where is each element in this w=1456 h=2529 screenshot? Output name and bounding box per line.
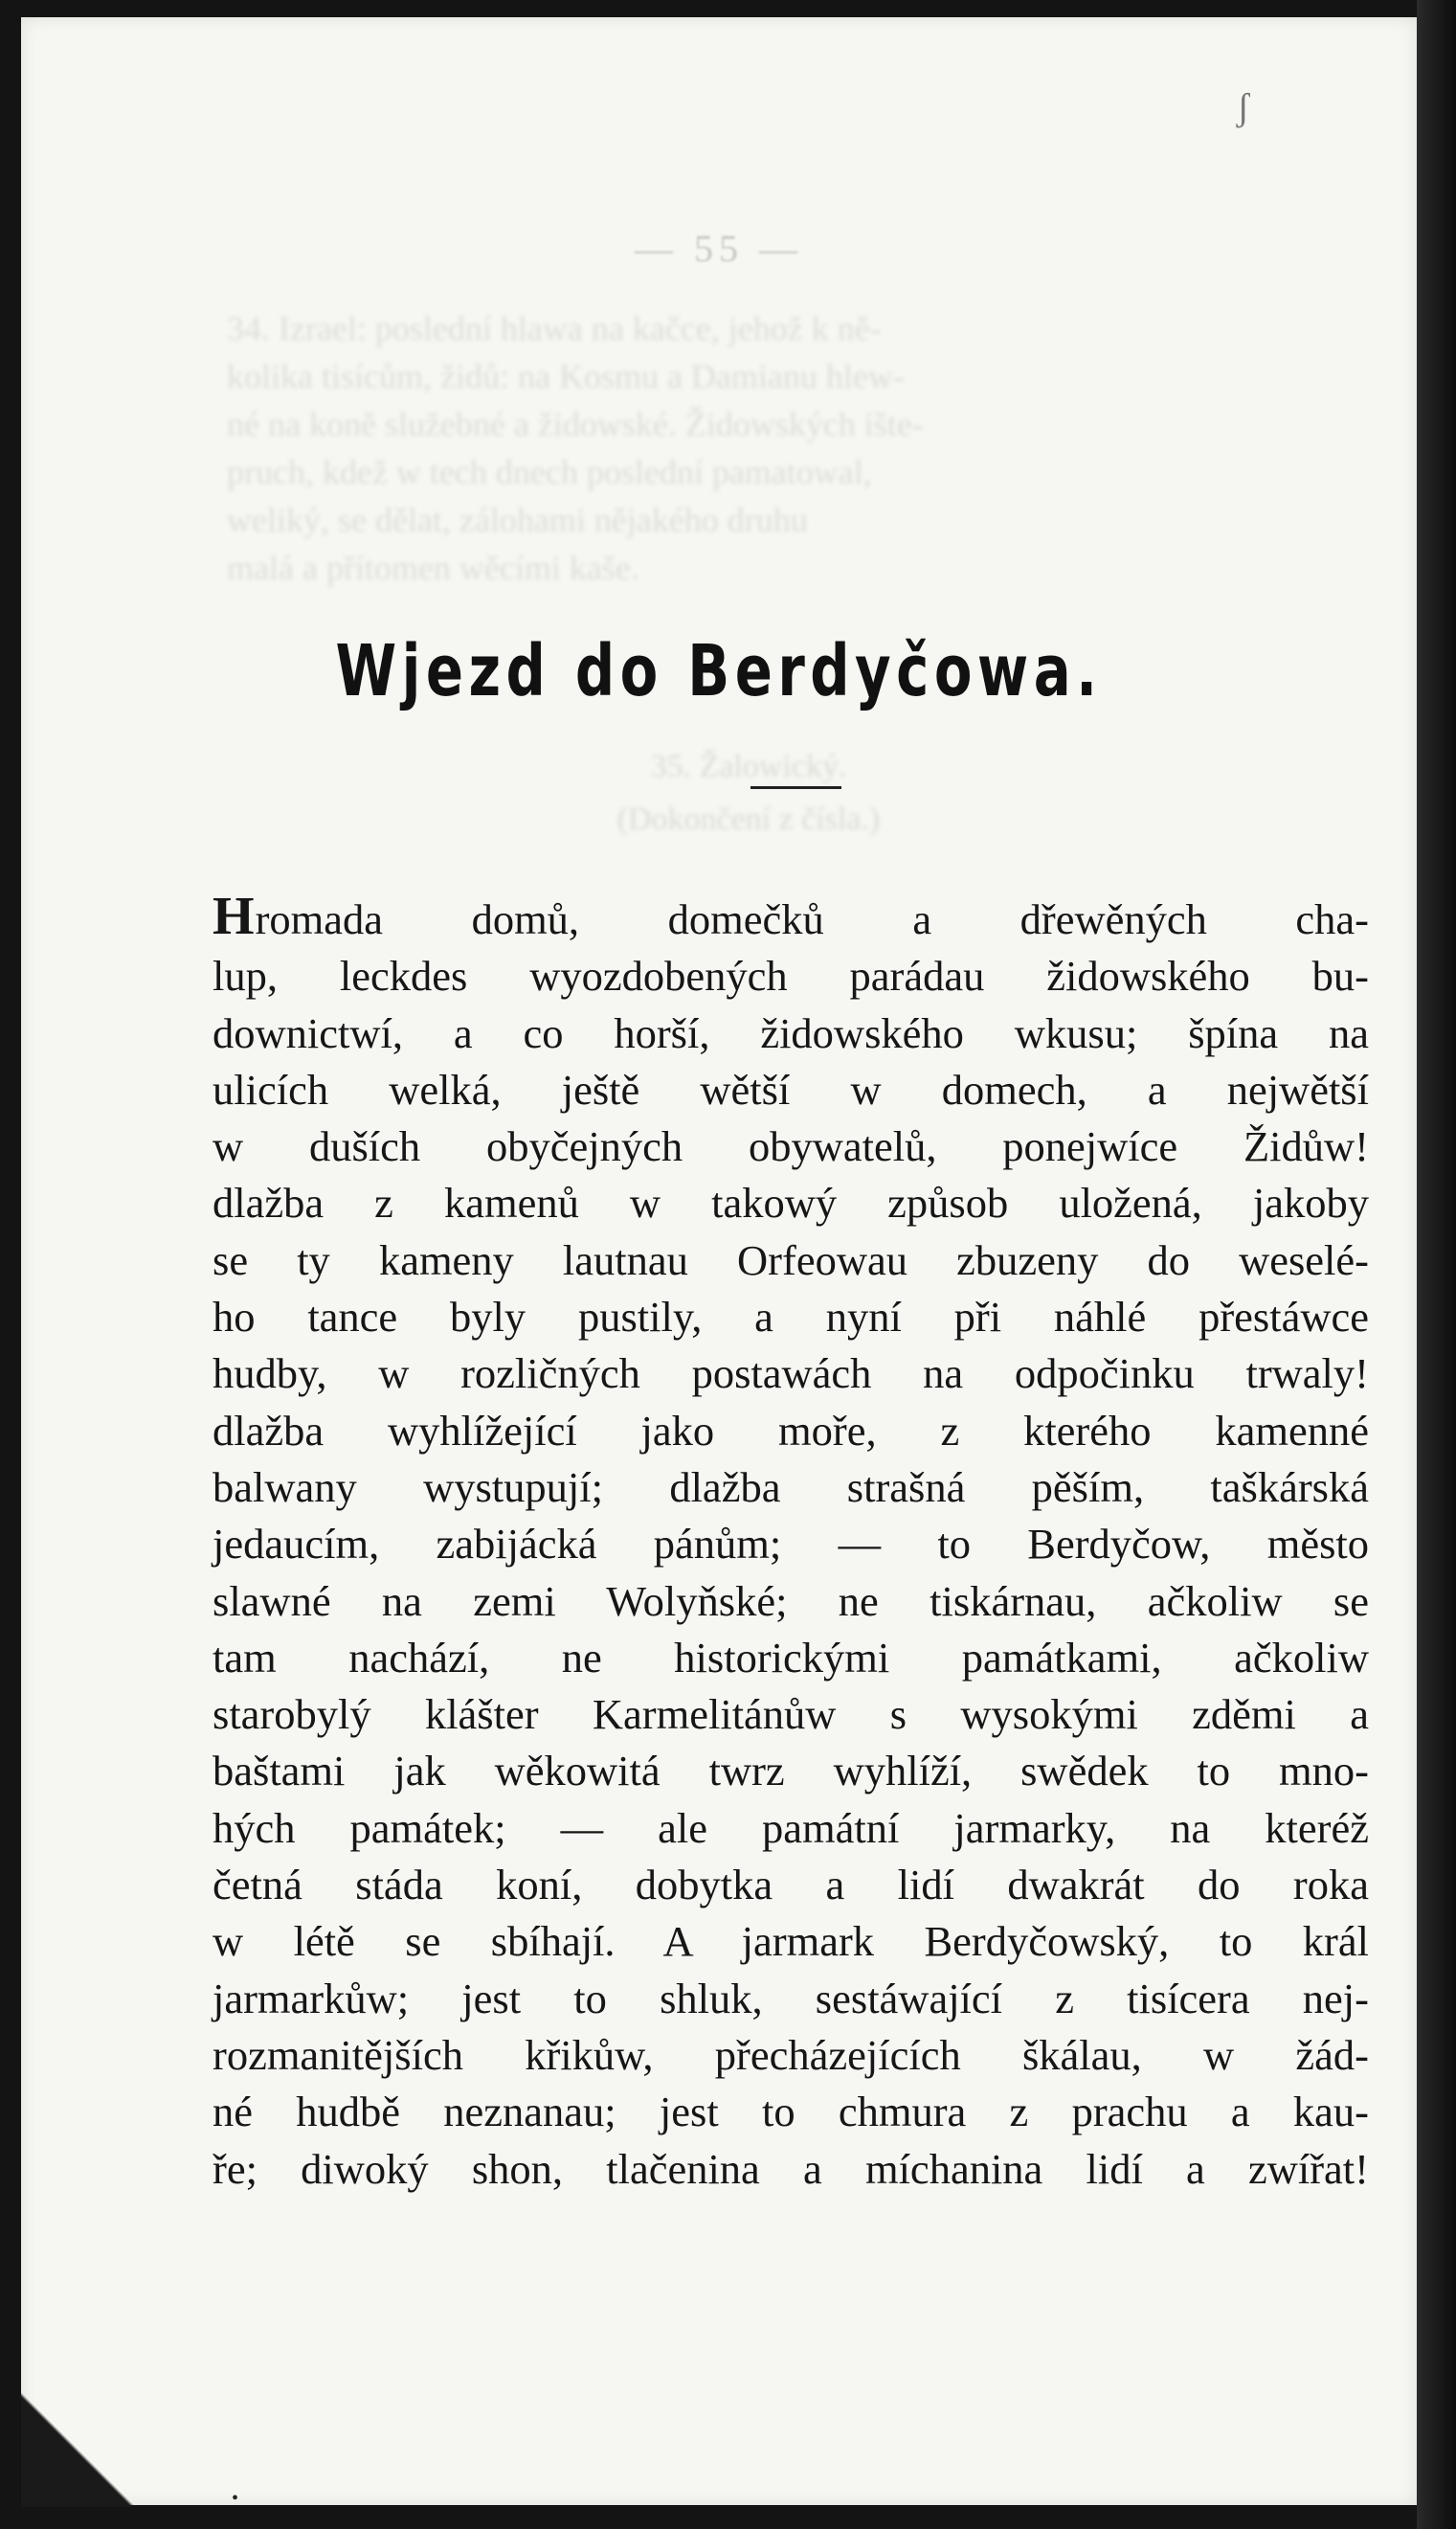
- pencil-mark: ʃ: [1237, 85, 1250, 128]
- body-line: baštami jak wěkowitá twrz wyhlíží, swědek to mno-: [213, 1747, 1369, 1795]
- book-page: [21, 17, 1417, 2509]
- body-line: starobylý klášter Karmelitánůw s wysokými zděmi a: [213, 1690, 1369, 1739]
- bleed-through-text: [227, 305, 1409, 592]
- body-line: Hromada domů, domečků a dřewěných cha-: [213, 887, 1369, 946]
- body-line: jarmarkůw; jest to shluk, sestáwající z tisícera nej-: [213, 1974, 1369, 2022]
- body-line: tam nachází, ne historickými památkami, ačkoliw: [213, 1633, 1369, 1682]
- chapter-title: Wjezd do Berdyčowa.: [335, 630, 1103, 712]
- body-line: četná stáda koní, dobytka a lidí dwakrát do roka: [213, 1861, 1369, 1909]
- body-line: hudby, w rozličných postawách na odpočinku trwaly!: [213, 1349, 1369, 1398]
- bleed-heading-line: 35. Žalowický.: [650, 749, 847, 784]
- body-line: ho tance byly pustily, a nyní při náhlé přestáwce: [213, 1293, 1369, 1342]
- bleed-line: kolika tisícům, židů: na Kosmu a Damianu hlew-: [227, 357, 905, 395]
- body-line: ulicích welká, ještě wětší w domech, a nejwětší: [213, 1065, 1369, 1114]
- body-line: rozmanitějších křikůw, přecházejících škálau, w žád-: [213, 2030, 1369, 2079]
- body-line: lup, leckdes wyozdobených parádau židowského bu-: [213, 952, 1369, 1001]
- body-paragraph: [213, 889, 1369, 2198]
- body-line: hých památek; — ale památní jarmarky, na kteréž: [213, 1803, 1369, 1852]
- body-line: w létě se sbíhají. A jarmark Berdyčowský, to král: [213, 1917, 1369, 1966]
- body-line: slawné na zemi Wolyňské; ne tiskárnau, ačkoliw se: [213, 1576, 1369, 1625]
- bleed-heading-line: (Dokončení z čísla.): [616, 802, 881, 837]
- body-line: ře; diwoký shon, tlačenina a míchanina lidí a zwířat!: [213, 2144, 1369, 2193]
- page-number: — 55 —: [635, 227, 803, 270]
- bleed-line: né na koně služebné a židowské. Židowských ište-: [227, 405, 924, 443]
- scan-right-edge: [1417, 0, 1456, 2529]
- body-line: se ty kameny lautnau Orfeowau zbuzeny do weselé-: [213, 1235, 1369, 1284]
- bleed-line: malá a přítomen wěcími kaše.: [227, 549, 639, 587]
- body-line: dlažba z kamenů w takowý způsob uložená, jakoby: [213, 1179, 1369, 1228]
- bleed-line: 34. Izrael: poslední hlawa na kačce, jehož k ně-: [227, 309, 882, 348]
- body-line: jedaucím, zabijácká pánům; — to Berdyčow, město: [213, 1520, 1369, 1569]
- body-line: w duších obyčejných obywatelů, ponejwíce Židůw!: [213, 1122, 1369, 1171]
- body-line: dlažba wyhlížející jako moře, z kterého kamenné: [213, 1406, 1369, 1455]
- bleed-through-heading: [414, 740, 1084, 846]
- initial-capital: H: [213, 887, 256, 946]
- body-line: né hudbě neznanau; jest to chmura z prachu a kau-: [213, 2088, 1369, 2136]
- bleed-line: weliký, se dělat, zálohami nějakého druhu: [227, 501, 808, 539]
- body-line: downictwí, a co horší, židowského wkusu; špína na: [213, 1008, 1369, 1057]
- body-line: balwany wystupují; dlažba strašná pěším, taškárská: [213, 1462, 1369, 1511]
- title-rule: [750, 786, 841, 789]
- bleed-line: pruch, kdež w tech dnech poslední pamatowal,: [227, 453, 872, 491]
- page-corner-fold: [21, 2392, 136, 2507]
- speck: •: [232, 2488, 239, 2509]
